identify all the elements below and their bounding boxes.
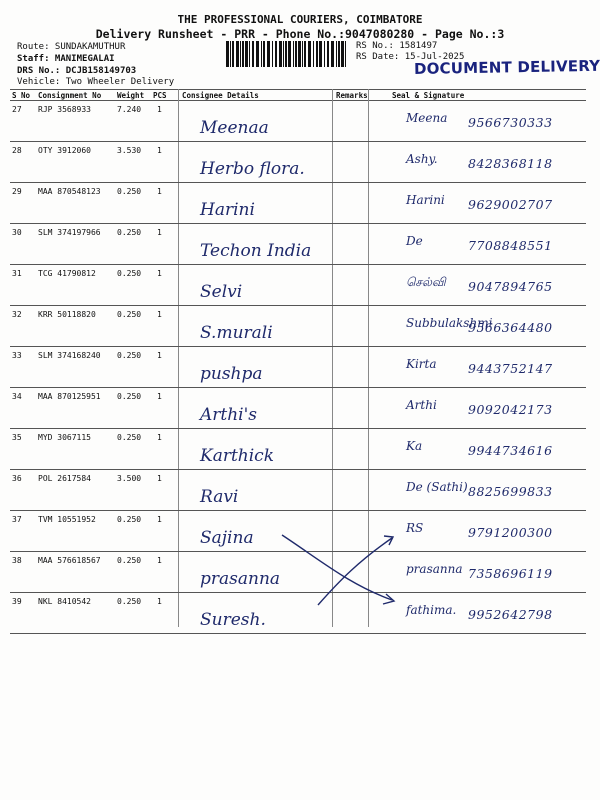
col-seal-signature: Seal & Signature: [392, 91, 465, 100]
row-phone: 9566364480: [468, 320, 553, 335]
row-consignment-no: NKL 8410542: [38, 597, 91, 606]
row-weight: 3.500: [117, 474, 142, 483]
details-column-rule: [178, 89, 179, 627]
row-consignment-no: POL 2617584: [38, 474, 91, 483]
row-consignment-no: TVM 10551952: [38, 515, 96, 524]
row-phone: 9092042173: [468, 402, 553, 417]
row-weight: 0.250: [117, 187, 142, 196]
row-phone: 8428368118: [468, 156, 553, 171]
row-sno: 29: [12, 187, 22, 196]
row-consignment-no: TCG 41790812: [38, 269, 96, 278]
row-sno: 27: [12, 105, 22, 114]
vehicle-label: Vehicle: Two Wheeler Delivery: [17, 77, 175, 87]
row-weight: 0.250: [117, 269, 142, 278]
row-consignee-name: Harini: [200, 200, 255, 220]
row-consignee-name: Suresh.: [200, 610, 266, 630]
row-weight: 0.250: [117, 392, 142, 401]
row-divider: [10, 305, 586, 306]
drs-number: DRS No.: DCJB158149703: [17, 66, 137, 76]
row-divider: [10, 182, 586, 183]
row-sno: 33: [12, 351, 22, 360]
row-phone: 9047894765: [468, 279, 553, 294]
row-pcs: 1: [157, 392, 162, 401]
row-consignee-name: Sajina: [200, 528, 254, 548]
row-divider: [10, 633, 586, 634]
row-pcs: 1: [157, 105, 162, 114]
remarks-column-rule: [332, 89, 333, 627]
row-consignment-no: MAA 870548123: [38, 187, 101, 196]
row-consignment-no: RJP 3568933: [38, 105, 91, 114]
row-divider: [10, 346, 586, 347]
company-title: THE PROFESSIONAL COURIERS, COIMBATORE: [177, 13, 423, 26]
row-consignment-no: MAA 870125951: [38, 392, 101, 401]
row-signature: செல்வி: [406, 275, 446, 289]
row-pcs: 1: [157, 433, 162, 442]
row-pcs: 1: [157, 187, 162, 196]
row-phone: 7358696119: [468, 566, 553, 581]
row-phone: 9791200300: [468, 525, 553, 540]
row-signature: Ashy.: [406, 152, 438, 166]
row-consignee-name: Selvi: [200, 282, 243, 302]
row-signature: Kirta: [406, 357, 437, 371]
col-weight: Weight: [117, 91, 145, 100]
row-pcs: 1: [157, 310, 162, 319]
row-divider: [10, 510, 586, 511]
row-divider: [10, 428, 586, 429]
row-consignment-no: SLM 374168240: [38, 351, 101, 360]
row-phone: 7708848551: [468, 238, 553, 253]
row-divider: [10, 551, 586, 552]
row-pcs: 1: [157, 556, 162, 565]
row-pcs: 1: [157, 474, 162, 483]
row-phone: 9629002707: [468, 197, 553, 212]
row-consignment-no: MYD 3067115: [38, 433, 91, 442]
table-header-rule: [10, 100, 586, 101]
row-signature: De (Sathi): [406, 480, 468, 494]
row-consignee-name: prasanna: [200, 569, 281, 589]
row-signature: Ka: [406, 439, 423, 453]
row-signature: De: [406, 234, 423, 248]
row-signature: Meena: [406, 111, 448, 125]
runsheet-title: Delivery Runsheet - PRR - Phone No.:9047080280 - Page No.:3: [95, 27, 505, 41]
row-divider: [10, 141, 586, 142]
row-consignee-name: Meenaa: [200, 118, 269, 138]
row-consignee-name: Arthi's: [200, 405, 258, 425]
row-weight: 0.250: [117, 228, 142, 237]
row-signature: Arthi: [406, 398, 437, 412]
row-pcs: 1: [157, 269, 162, 278]
row-consignment-no: MAA 576618567: [38, 556, 101, 565]
row-pcs: 1: [157, 597, 162, 606]
row-sno: 28: [12, 146, 22, 155]
col-sno: S No: [12, 91, 31, 100]
row-divider: [10, 592, 586, 593]
row-divider: [10, 469, 586, 470]
row-weight: 0.250: [117, 351, 142, 360]
row-signature: prasanna: [406, 562, 463, 576]
row-sno: 39: [12, 597, 22, 606]
row-weight: 7.240: [117, 105, 142, 114]
staff-label: Staff: MANIMEGALAI: [17, 54, 115, 64]
rs-number: RS No.: 1581497: [356, 41, 438, 51]
row-consignee-name: Techon India: [200, 241, 312, 261]
row-signature: RS: [406, 521, 424, 535]
row-pcs: 1: [157, 351, 162, 360]
row-sno: 38: [12, 556, 22, 565]
row-weight: 0.250: [117, 556, 142, 565]
row-sno: 30: [12, 228, 22, 237]
row-weight: 0.250: [117, 515, 142, 524]
row-consignment-no: OTY 3912060: [38, 146, 91, 155]
row-phone: 9566730333: [468, 115, 553, 130]
document-delivery-stamp: DOCUMENT DELIVERY: [413, 56, 600, 78]
seal-column-rule: [368, 89, 369, 627]
row-divider: [10, 264, 586, 265]
row-consignee-name: Herbo flora.: [200, 159, 305, 179]
row-consignment-no: KRR 50118820: [38, 310, 96, 319]
col-pcs: PCS: [153, 91, 167, 100]
col-consignee-details: Consignee Details: [182, 91, 259, 100]
row-phone: 9944734616: [468, 443, 553, 458]
row-sno: 36: [12, 474, 22, 483]
row-sno: 37: [12, 515, 22, 524]
row-sno: 31: [12, 269, 22, 278]
row-weight: 0.250: [117, 310, 142, 319]
row-consignment-no: SLM 374197966: [38, 228, 101, 237]
row-phone: 9443752147: [468, 361, 553, 376]
row-signature: fathima.: [406, 603, 457, 617]
row-weight: 3.530: [117, 146, 142, 155]
col-consignment: Consignment No: [38, 91, 102, 100]
row-pcs: 1: [157, 228, 162, 237]
row-consignee-name: Ravi: [200, 487, 239, 507]
route-label: Route: SUNDAKAMUTHUR: [17, 42, 126, 52]
row-divider: [10, 223, 586, 224]
barcode-icon: [226, 41, 348, 67]
row-sno: 32: [12, 310, 22, 319]
row-pcs: 1: [157, 146, 162, 155]
row-sno: 35: [12, 433, 22, 442]
row-signature: Harini: [406, 193, 445, 207]
row-signature: Subbulakshmi: [406, 316, 493, 330]
row-consignee-name: Karthick: [200, 446, 275, 466]
row-divider: [10, 387, 586, 388]
row-phone: 9952642798: [468, 607, 553, 622]
row-phone: 8825699833: [468, 484, 553, 499]
row-sno: 34: [12, 392, 22, 401]
rs-date: RS Date: 15-Jul-2025: [356, 52, 465, 62]
col-remarks: Remarks: [336, 91, 368, 100]
row-consignee-name: pushpa: [200, 364, 263, 384]
row-weight: 0.250: [117, 597, 142, 606]
table-top-rule: [10, 89, 586, 90]
row-weight: 0.250: [117, 433, 142, 442]
row-pcs: 1: [157, 515, 162, 524]
row-consignee-name: S.murali: [200, 323, 273, 343]
